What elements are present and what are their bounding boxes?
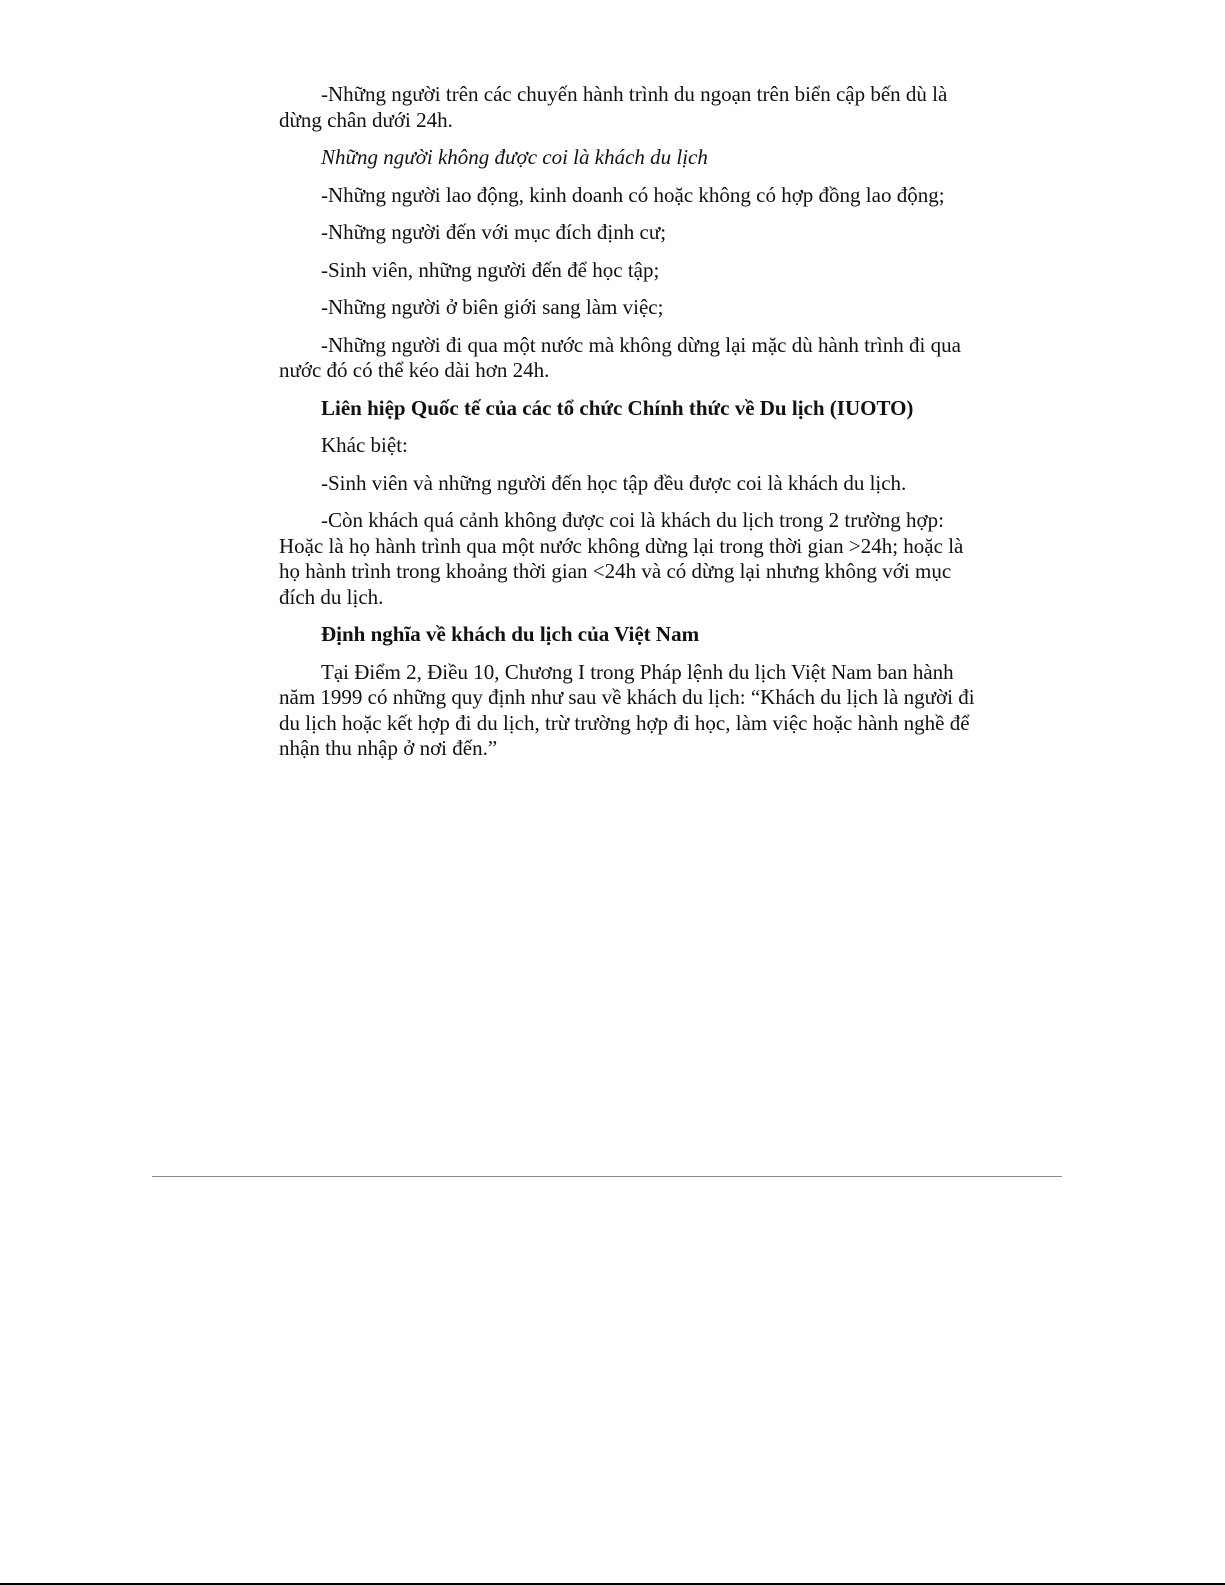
paragraph-vietnam-ordinance: Tại Điểm 2, Điều 10, Chương I trong Pháp lệnh du lịch Việt Nam ban hành năm 1999 có những quy định như sau về khách du lịch: “Khách du lịch là người đi du lịch hoặc kết hợp đi du lịch, trừ trường hợp đi học, làm việc hoặc hành nghề để nhận thu nhập ở nơi đến.” [279,659,975,760]
list-item-transit: -Những người đi qua một nước mà không dừng lại mặc dù hành trình đi qua nước đó có thể kéo dài hơn 24h. [279,332,961,382]
footer-separator [152,1176,1062,1177]
heading-vietnam-definition: Định nghĩa về khách du lịch của Việt Nam [321,622,700,646]
paragraph-cruise-passengers: -Những người trên các chuyến hành trình du ngoạn trên biển cập bến dù là dừng chân dưới 24h. [279,82,948,132]
heading-iuoto: Liên hiệp Quốc tế của các tổ chức Chính thức về Du lịch (IUOTO) [321,395,914,420]
label-differences: Khác biệt: [321,433,408,457]
list-item-settlers: -Những người đến với mục đích định cư; [321,220,667,244]
list-item-students: -Sinh viên, những người đến để học tập; [321,257,660,282]
list-item-border-workers: -Những người ở biên giới sang làm việc; [321,295,664,319]
list-item-workers: -Những người lao động, kinh doanh có hoặc không có hợp đồng lao động; [321,182,945,207]
difference-students: -Sinh viên và những người đến học tập đều được coi là khách du lịch. [321,470,907,495]
heading-not-tourists: Những người không được coi là khách du lịch [321,145,708,169]
document-body [279,82,979,774]
difference-transit: -Còn khách quá cảnh không được coi là khách du lịch trong 2 trường hợp: Hoặc là họ hành trình qua một nước không dừng lại trong thời gian >24h; hoặc là họ hành trình trong khoảng thời gian <24h và có dừng lại nhưng không với mục đích du lịch. [279,508,964,609]
